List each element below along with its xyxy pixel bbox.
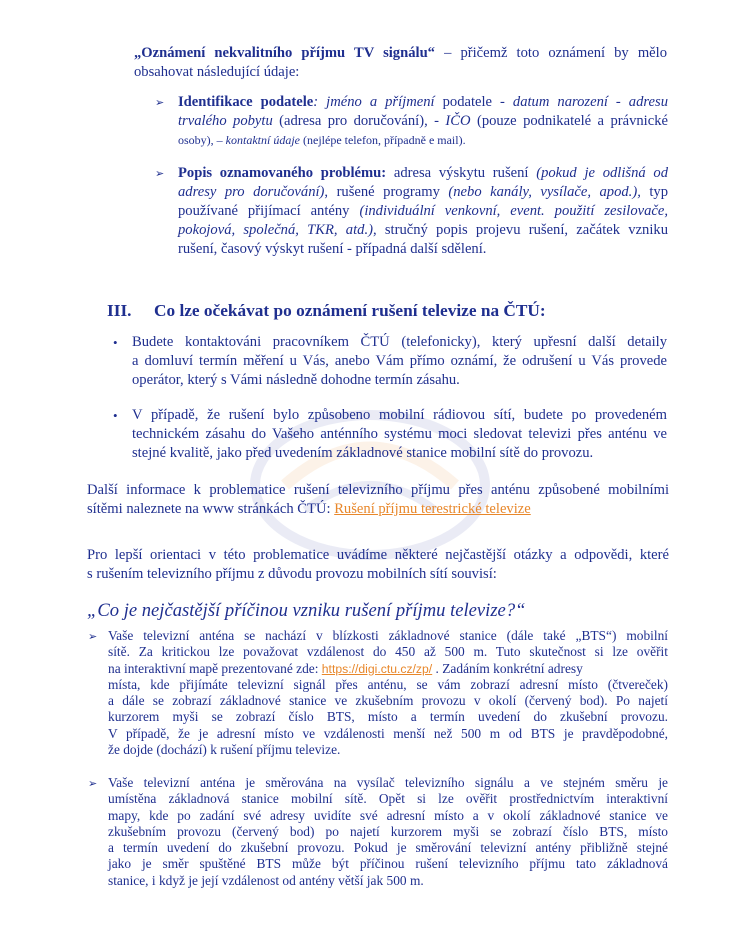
- info-line: Další informace k problematice rušení televizního příjmu přes anténu způsobené mobilními: [87, 482, 669, 498]
- problem-text: adresy pro doručování): [178, 184, 325, 200]
- problem-text: rušení, časový výskyt rušení - případná další sdělení.: [178, 241, 487, 257]
- info-paragraph: [87, 481, 669, 519]
- identification-text: IČO: [445, 113, 471, 129]
- problem-text: (pokud je odlišná od: [536, 165, 668, 181]
- section3-bullet: [132, 406, 667, 463]
- section-heading: Co lze očekávat po oznámení rušení televize na ČTÚ:: [154, 301, 546, 320]
- problem-text: (nebo kanály, vysílače, apod.),: [448, 184, 641, 200]
- arrow-bullet-icon: ➢: [155, 96, 165, 109]
- identification-text: podatele -: [434, 94, 513, 110]
- identification-label: Identifikace podatele: [178, 94, 314, 110]
- problem-text: (individuální venkovní, event. použití zesilovače,: [359, 203, 668, 219]
- problem-text: , stručný popis projevu rušení, začátek vzniku: [372, 222, 668, 238]
- section3-bullet: [132, 333, 667, 390]
- faq-answer: [108, 628, 668, 758]
- digi-map-link[interactable]: https://digi.ctu.cz/zp/: [321, 661, 433, 676]
- identification-text: – kontaktní údaje: [216, 133, 300, 147]
- bullet-line: a domluví termín měření u Vás, anebo Vám přímo oznámí, že odrušení u Vás provede: [132, 353, 667, 369]
- answer-line: že dojde (dochází) k rušení příjmu televize.: [108, 742, 341, 758]
- problem-text: pokojová, společná, TKR, atd.): [178, 222, 373, 238]
- answer-line: V případě, že je adresní místo ve vzdálenosti menší než 500 m od BTS je pravděpodobné,: [108, 725, 668, 741]
- answer-line: na interaktivní mapě prezentované zde:: [108, 660, 322, 676]
- orientation-paragraph: [87, 546, 669, 584]
- intro-title-rest: – přičemž toto oznámení by mělo: [434, 45, 667, 61]
- identification-text: datum narození - adresu: [512, 94, 668, 110]
- bullet-line: Budete kontaktováni pracovníkem ČTÚ (telefonicky), který upřesní další detaily: [132, 334, 667, 350]
- bullet-dot-icon: •: [113, 408, 118, 423]
- faq-answer: [108, 775, 668, 889]
- intro-title-bold: „Oznámení nekvalitního příjmu TV signálu“: [134, 45, 435, 61]
- bullet-line: technickém zásahu do Vašeho anténního systému moci sledovat televizi přes anténu ve: [132, 426, 667, 442]
- info-line: sítěmi naleznete na www stránkách ČTÚ:: [87, 501, 335, 517]
- problem-text: adresa výskytu rušení: [386, 165, 537, 181]
- answer-line: umístěna základnová stanice mobilní sítě. Opět si lze ověřit prostřednictvím interaktivní: [108, 791, 668, 807]
- faq-question: „Co je nejčastější příčinou vzniku rušení příjmu televize?“: [87, 600, 526, 621]
- list-item-identification: [178, 93, 668, 150]
- identification-text: trvalého pobytu: [178, 113, 273, 129]
- orientation-line: s rušením televizního příjmu z důvodu provozu mobilních sítí souvisí:: [87, 566, 497, 582]
- answer-line: . Zadáním konkrétní adresy: [432, 660, 583, 676]
- identification-text: : jméno a příjmení: [313, 94, 435, 110]
- bullet-dot-icon: •: [113, 335, 118, 350]
- answer-line: jako je směr spuštěné BTS může být příčinou rušení televizního příjmu tato základnová: [108, 856, 668, 872]
- identification-text: (adresa pro doručování), -: [272, 113, 446, 129]
- bullet-line: V případě, že rušení bylo způsobeno mobilní rádiovou sítí, budete po provedeném: [132, 407, 667, 423]
- answer-line: zkušebním provozu (červený bod) po najetí kurzorem myši se zobrazí číslo BTS, místo: [108, 823, 668, 839]
- answer-line: Vaše televizní anténa se nachází v blízkosti základnové stanice (dále také „BTS“) mobilní: [108, 628, 668, 643]
- answer-line: stanice, i když je její vzdálenost od antény větší jak 500 m.: [108, 872, 424, 888]
- answer-line: místa, kde přijímáte televizní signál přes anténu, se vám zobrazí adresní místo (čtvereček): [108, 676, 668, 692]
- arrow-bullet-icon: ➢: [88, 777, 98, 790]
- answer-line: a termín uvedení do zkušební provozu. Pokud je směrování televizní antény přibližně stejné: [108, 840, 668, 856]
- identification-text: (pouze podnikatelé a právnické: [470, 113, 668, 129]
- answer-line: a dále se zobrazí základnové stanice ve zkušebním provozu v okolí (červený bod). Po najetí: [108, 693, 668, 709]
- answer-line: kurzorem myši se zobrazí číslo BTS, místo a termín uvedení do zkušební provozu.: [108, 709, 668, 725]
- intro-line-2: obsahovat následující údaje:: [134, 64, 300, 80]
- answer-line: mapy, kde po zadání své adresy uvidíte své adresní místo a v okolí základnové stanice ve: [108, 807, 668, 823]
- problem-label: Popis oznamovaného problému:: [178, 165, 387, 181]
- identification-text: (nejlépe telefon, případně e mail).: [300, 133, 466, 147]
- intro-paragraph: [134, 44, 667, 82]
- orientation-line: Pro lepší orientaci v této problematice uvádíme některé nejčastější otázky a odpovědi, které: [87, 547, 669, 563]
- tv-interference-link[interactable]: Rušení příjmu terestrické televize: [334, 501, 531, 517]
- problem-text: používané přijímací antény: [178, 203, 360, 219]
- section-number: III.: [107, 301, 132, 320]
- list-item-problem-description: [178, 164, 668, 259]
- identification-text: osoby),: [178, 133, 217, 147]
- bullet-line: operátor, který s Vámi následně dohodne termín zásahu.: [132, 372, 460, 388]
- arrow-bullet-icon: ➢: [155, 167, 165, 180]
- bullet-line: stejné kvalitě, jako před uvedením základnové stanice mobilní sítě do provozu.: [132, 445, 594, 461]
- problem-text: typ: [640, 184, 668, 200]
- arrow-bullet-icon: ➢: [88, 630, 98, 643]
- answer-line: Vaše televizní anténa je směrována na vysílač televizního signálu a ve stejném směru je: [108, 775, 668, 790]
- answer-line: sítě. Za kritickou lze považovat vzdálenost do 450 až 500 m. Tuto skutečnost si lze ověřit: [108, 644, 668, 660]
- problem-text: , rušené programy: [324, 184, 449, 200]
